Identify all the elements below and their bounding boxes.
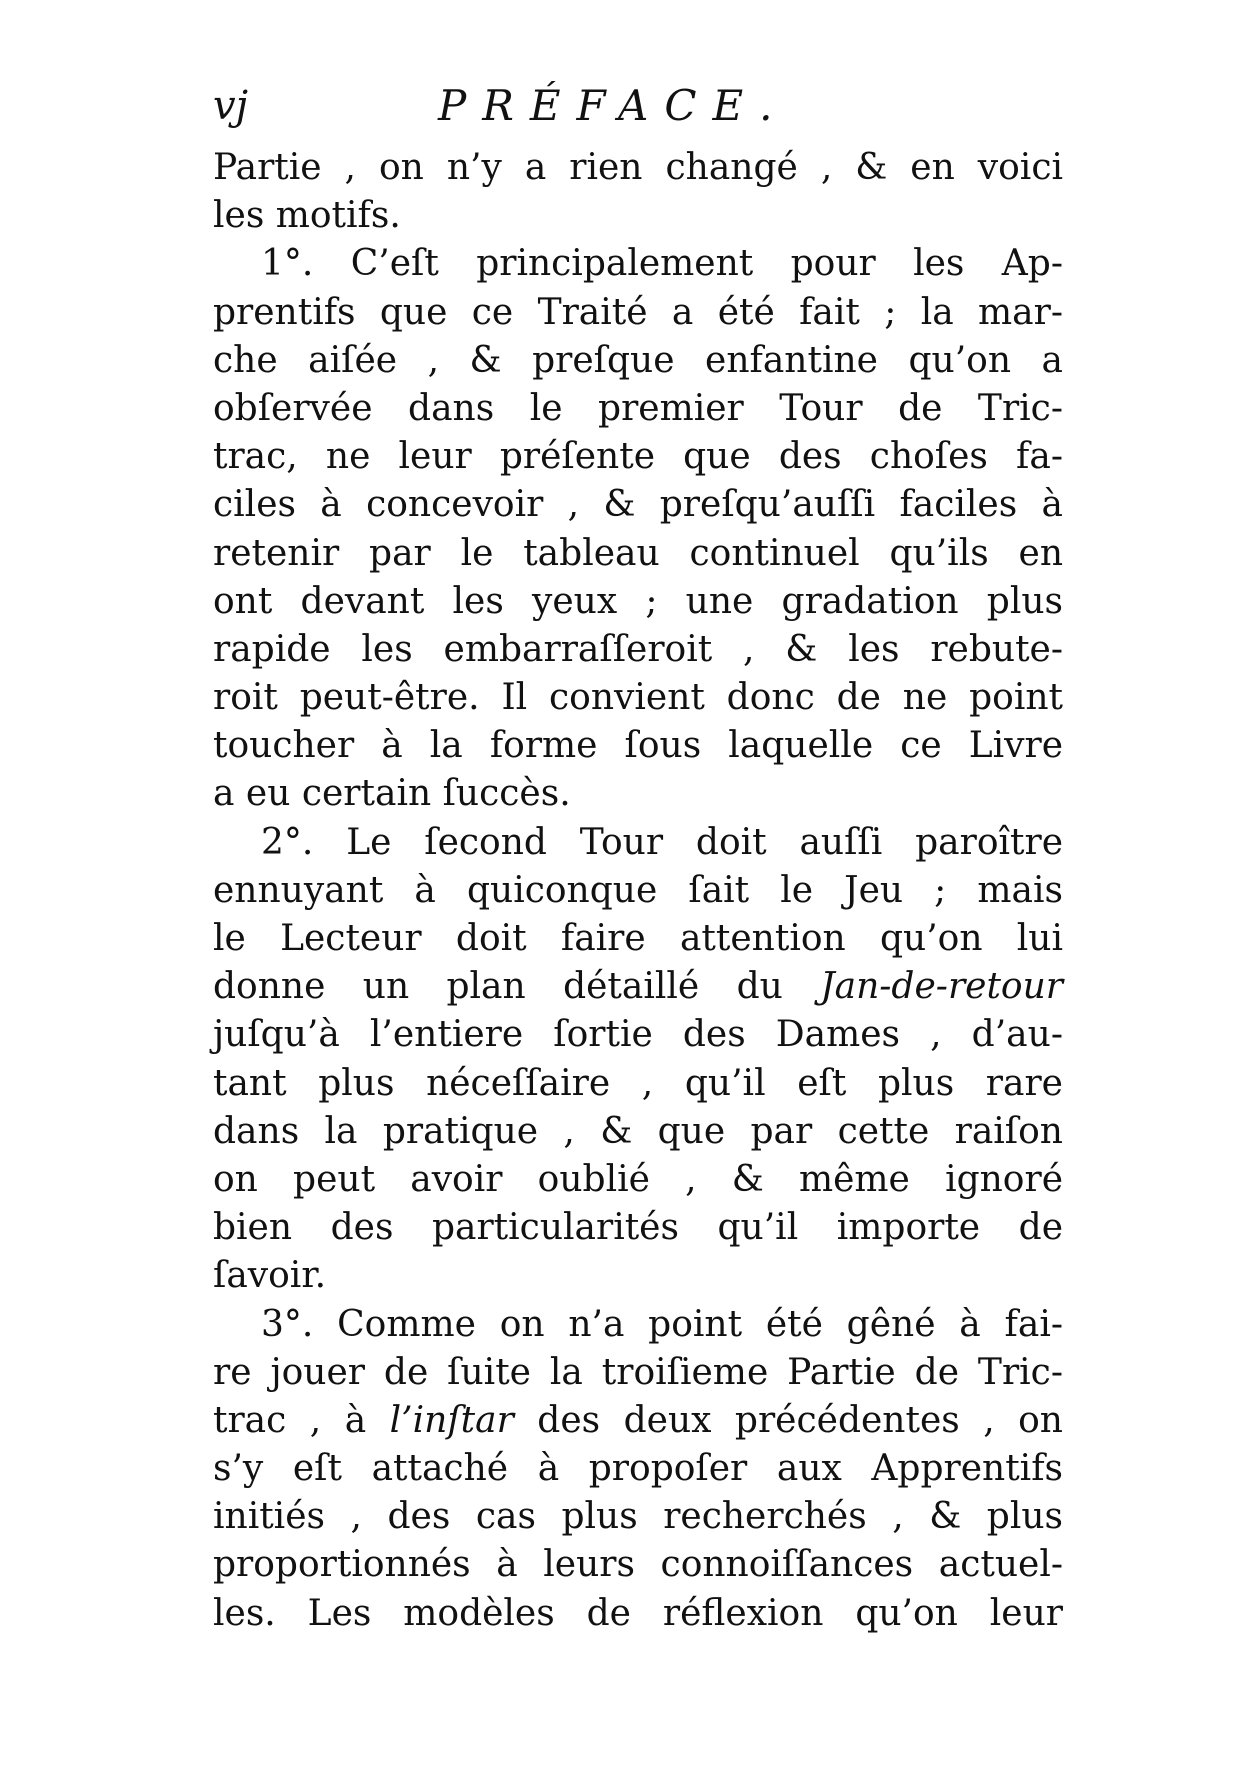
text-line: ſavoir. (213, 1255, 327, 1297)
page-header (213, 76, 1063, 136)
text-line: ciles à concevoir , & preſqu’auſſi faciles à (213, 484, 1063, 526)
text-line (213, 963, 1063, 1011)
text-line: juſqu’à l’entiere ſortie des Dames , d’au- (213, 1014, 1063, 1056)
body-text (213, 144, 1063, 1638)
text-line: les motifs. (213, 195, 401, 237)
text-line: roit peut-être. Il convient donc de ne point (213, 677, 1063, 719)
text-line: trac, ne leur préſente que des choſes fa- (213, 436, 1063, 478)
text-line: Partie , on n’y a rien changé , & en voici (213, 147, 1063, 188)
text-line: proportionnés à leurs connoiſſances actuel- (213, 1544, 1063, 1586)
text-line: ennuyant à quiconque ſait le Jeu ; mais (213, 869, 1063, 911)
text-line: bien des particularités qu’il importe de (213, 1207, 1063, 1249)
text-span: donne un plan détaillé du (213, 966, 783, 1008)
italic-term: l’inſtar (389, 1399, 514, 1441)
text-line: 1°. C’eſt principalement pour les Ap- (261, 243, 1063, 285)
text-line: dans la pratique , & que par cette raiſon (213, 1110, 1063, 1152)
text-line: les. Les modèles de réflexion qu’on leur (213, 1592, 1063, 1634)
text-line: toucher à la forme ſous laquelle ce Livre (213, 725, 1063, 767)
page-number: vj (213, 83, 248, 129)
text-span: trac , à (213, 1399, 367, 1441)
text-span: des deux précédentes , on (537, 1399, 1063, 1441)
text-line (213, 1397, 1063, 1445)
text-line: on peut avoir oublié , & même ignoré (213, 1158, 1063, 1200)
running-title: PRÉFACE. (438, 81, 789, 130)
text-line: rapide les embarraſſeroit , & les rebute- (213, 628, 1063, 670)
text-line: re jouer de ſuite la troiſieme Partie de Tric- (213, 1351, 1063, 1393)
text-line: initiés , des cas plus recherchés , & plus (213, 1496, 1063, 1538)
text-line: tant plus néceſſaire , qu’il eſt plus rare (213, 1062, 1063, 1104)
text-line: che aiſée , & preſque enfantine qu’on a (213, 339, 1063, 381)
text-line: obſervée dans le premier Tour de Tric- (213, 387, 1063, 429)
text-line: s’y eſt attaché à propoſer aux Apprentifs (213, 1448, 1063, 1490)
text-line: prentifs que ce Traité a été fait ; la mar- (213, 291, 1063, 333)
text-line: retenir par le tableau continuel qu’ils en (213, 532, 1063, 574)
text-line: ont devant les yeux ; une gradation plus (213, 580, 1063, 622)
italic-term: Jan-de-retour (820, 966, 1063, 1008)
text-line: a eu certain ſuccès. (213, 773, 571, 815)
text-line: 3°. Comme on n’a point été gêné à fai- (261, 1303, 1063, 1345)
text-line: le Lecteur doit faire attention qu’on lui (213, 918, 1063, 959)
text-line: 2°. Le ſecond Tour doit auſſi paroître (261, 821, 1063, 863)
